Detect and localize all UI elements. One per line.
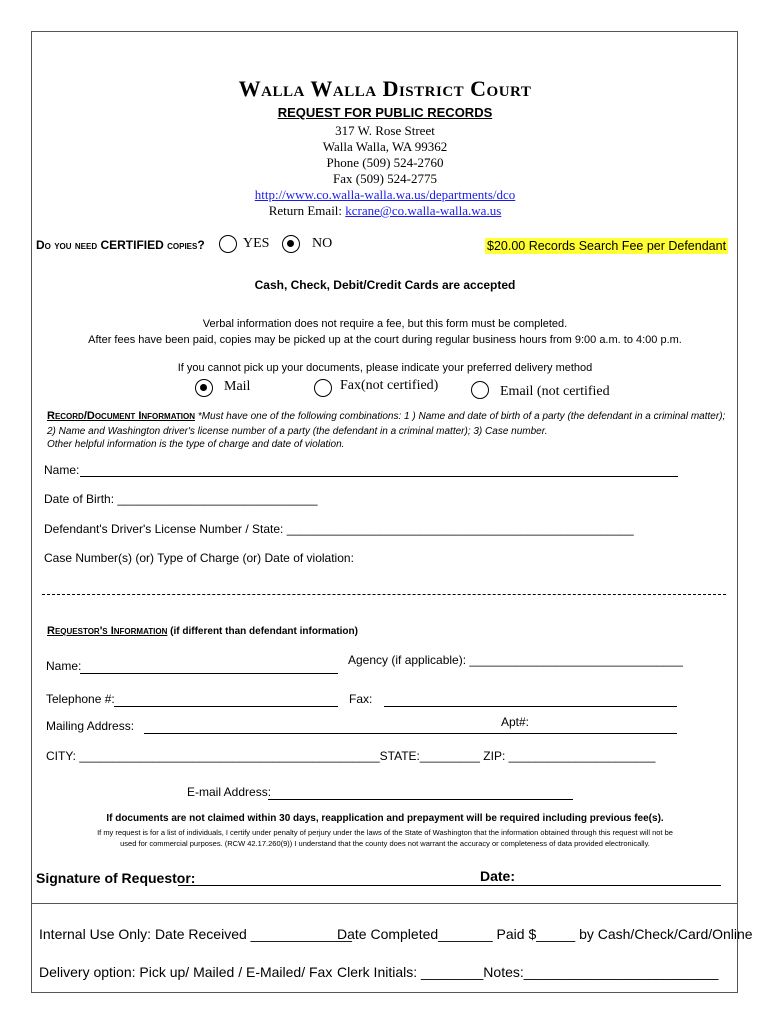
- delivery-email-radio[interactable]: [471, 381, 489, 399]
- certify-statement-2: used for commercial purposes. (RCW 42.17.260(9)) I understand that the county does not warrant the accuracy or completeness of data provided electronically.: [120, 839, 650, 848]
- requestor-heading: Requestor's Information: [47, 625, 168, 637]
- form-subtitle: REQUEST FOR PUBLIC RECORDS: [277, 105, 493, 120]
- defendant-name-label: Name:: [44, 463, 80, 477]
- requestor-name-field[interactable]: [80, 673, 338, 674]
- defendant-name-field[interactable]: [80, 476, 678, 477]
- return-email-label: Return Email:: [268, 203, 343, 218]
- record-info-heading: Record/Document Information: [47, 410, 196, 422]
- signature-label: Signature of Requestor:: [36, 870, 196, 886]
- internal-divider: [31, 903, 738, 904]
- requestor-name-label: Name:: [46, 659, 82, 673]
- unclaimed-notice: If documents are not claimed within 30 days, reapplication and prepayment will be required including previous fee(s).: [106, 813, 664, 824]
- internal-clerk-notes: Clerk Initials: ________Notes:_________________________: [337, 964, 719, 980]
- signature-date-label: Date:: [480, 868, 516, 884]
- date-of-birth-field[interactable]: Date of Birth: ______________________________: [44, 492, 318, 506]
- email-address-field[interactable]: [268, 799, 573, 800]
- record-info-instruction-2: 2) Name and Washington driver's license number of a party (the defendant in a criminal matter); 3) Case number.: [47, 426, 548, 437]
- record-info-instruction-3: Other helpful information is the type of charge and date of violation.: [47, 439, 345, 450]
- agency-field[interactable]: Agency (if applicable): ________________________________: [348, 653, 683, 667]
- certified-no-label: NO: [312, 236, 333, 251]
- requestor-heading-row: [47, 625, 358, 637]
- return-email-row: [0, 203, 770, 219]
- department-url-link[interactable]: http://www.co.walla-walla.wa.us/departments/dco: [254, 187, 516, 202]
- delivery-fax-label: Fax(not certified): [340, 378, 439, 393]
- certified-no-radio[interactable]: [282, 235, 300, 253]
- mailing-address-label: Mailing Address:: [46, 719, 135, 733]
- payment-note: Cash, Check, Debit/Credit Cards are accepted: [254, 278, 516, 292]
- case-number-label: Case Number(s) (or) Type of Charge (or) Date of violation:: [44, 551, 354, 565]
- address-street: 317 W. Rose Street: [335, 123, 435, 138]
- certified-question: Do you need CERTIFIED copies?: [36, 238, 205, 252]
- city-state-zip-field[interactable]: CITY: _____________________________________________STATE:_________ ZIP: ______________________: [46, 749, 656, 763]
- internal-date-received: Internal Use Only: Date Received _____________: [39, 926, 352, 942]
- drivers-license-field[interactable]: Defendant's Driver's License Number / State: ____________________________________________________: [44, 522, 634, 536]
- certified-yes-label: YES: [243, 236, 270, 251]
- signature-field[interactable]: [178, 885, 721, 886]
- phone-number: Phone (509) 524-2760: [326, 155, 444, 170]
- requestor-heading-note: (if different than defendant information): [167, 626, 358, 637]
- record-info-instruction-1: *Must have one of the following combinations: 1 ) Name and date of birth of a party (the defendant in a criminal matter);: [195, 411, 726, 422]
- fax-number: Fax (509) 524-2775: [333, 171, 437, 186]
- telephone-label: Telephone #:: [46, 692, 115, 706]
- fax-field[interactable]: [384, 706, 677, 707]
- delivery-email-label: Email (not certified: [500, 384, 610, 399]
- verbal-note: Verbal information does not require a fee, but this form must be completed.: [202, 318, 568, 330]
- internal-delivery-option: Delivery option: Pick up/ Mailed / E-Mailed/ Fax: [39, 964, 333, 980]
- certified-yes-radio[interactable]: [219, 235, 237, 253]
- internal-date-completed: Date Completed_______ Paid $_____ by Cash/Check/Card/Online: [337, 926, 753, 942]
- pickup-note: After fees have been paid, copies may be picked up at the court during regular business hours from 9:00 a.m. to 4:00 p.m.: [88, 334, 682, 346]
- email-address-label: E-mail Address:: [187, 785, 272, 799]
- apt-label: Apt#:: [501, 715, 530, 729]
- mailing-address-field[interactable]: [144, 733, 677, 734]
- fax-label: Fax:: [349, 692, 373, 706]
- record-info-heading-row: [47, 410, 725, 422]
- fee-note: $20.00 Records Search Fee per Defendant: [487, 239, 727, 253]
- delivery-fax-radio[interactable]: [314, 379, 332, 397]
- telephone-field[interactable]: [114, 706, 338, 707]
- delivery-mail-label: Mail: [224, 379, 251, 394]
- delivery-mail-radio[interactable]: [195, 379, 213, 397]
- delivery-prompt: If you cannot pick up your documents, please indicate your preferred delivery method: [177, 362, 593, 374]
- case-number-field[interactable]: [42, 594, 726, 595]
- court-title: Walla Walla District Court: [238, 76, 532, 101]
- certify-statement-1: If my request is for a list of individuals, I certify under penalty of perjury under the laws of the State of Washington that the information obtained through this request will not be: [97, 828, 673, 837]
- return-email-link[interactable]: kcrane@co.walla-walla.wa.us: [345, 203, 502, 218]
- address-city: Walla Walla, WA 99362: [322, 139, 448, 154]
